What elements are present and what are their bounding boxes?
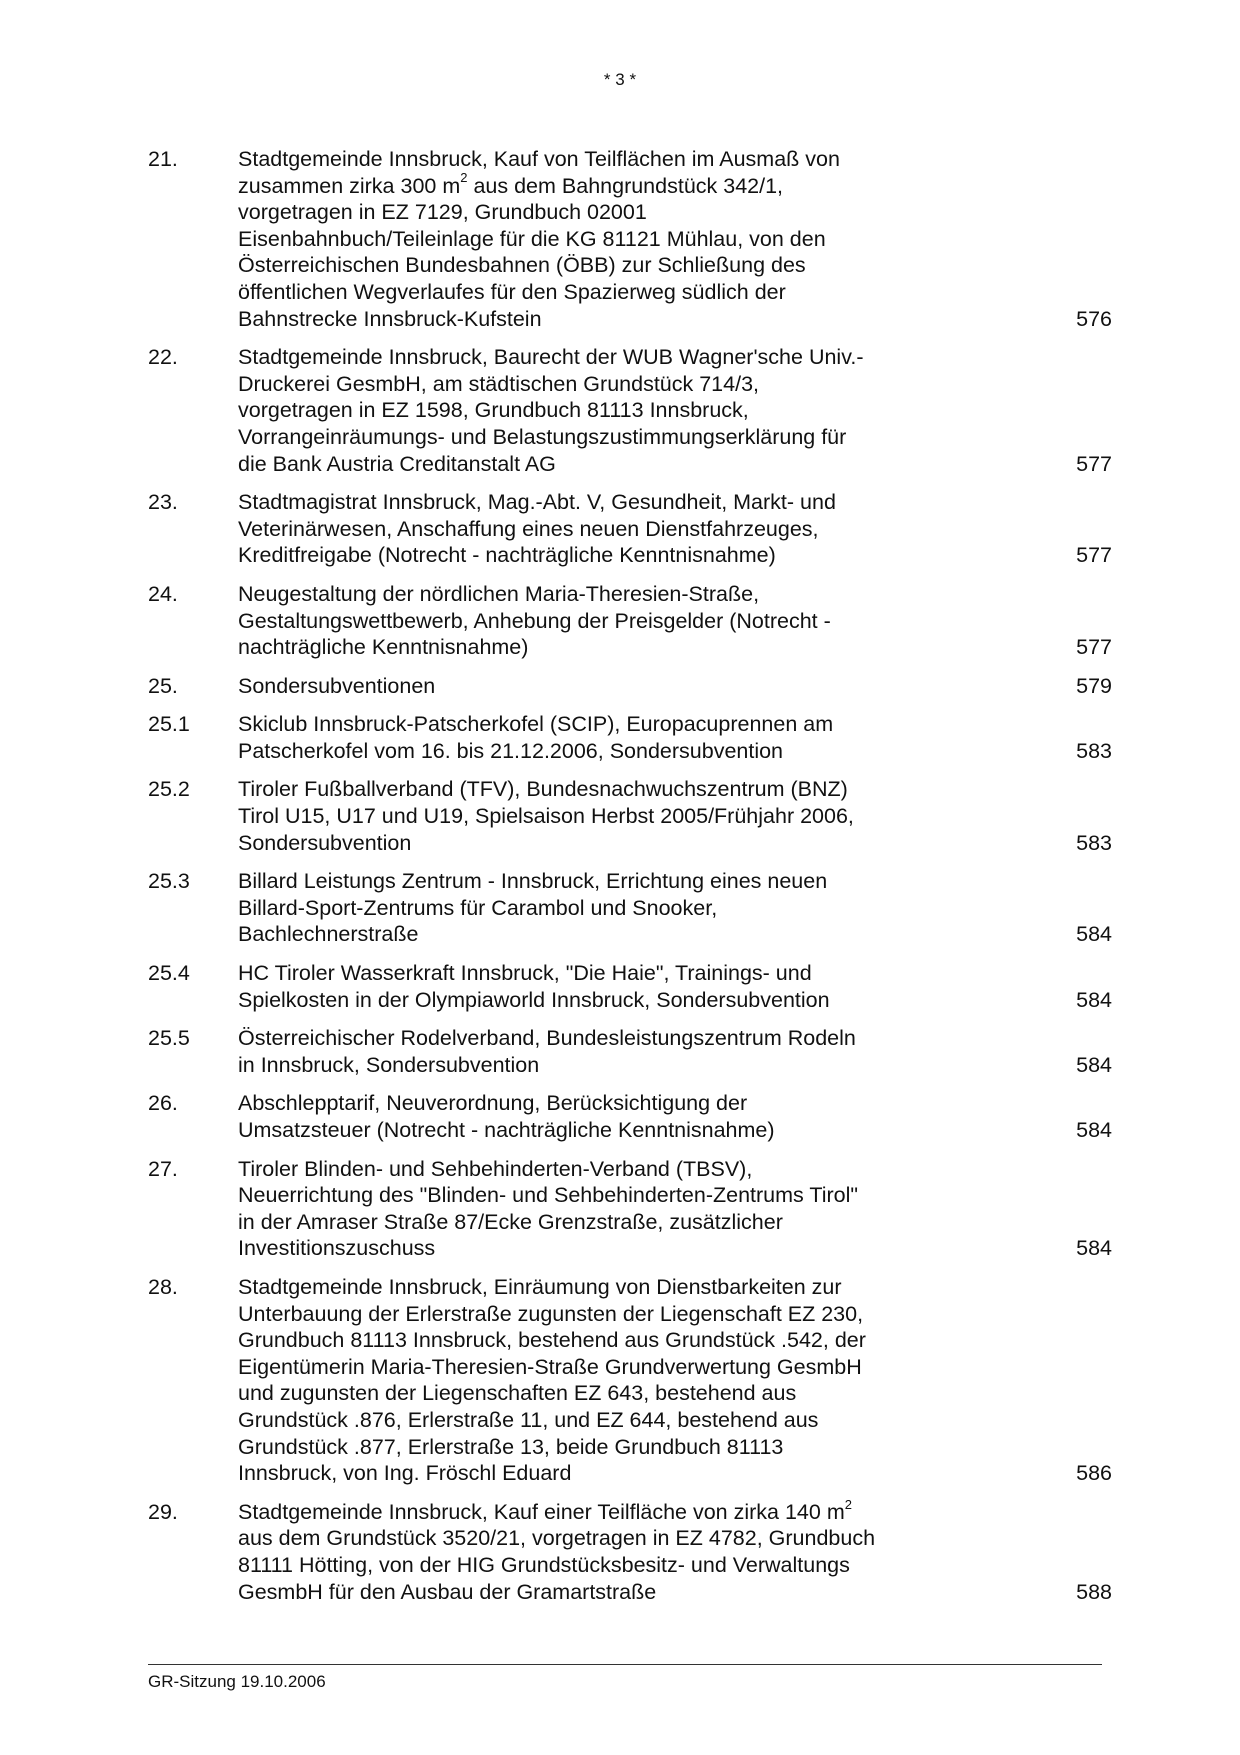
toc-entry-title [238, 868, 928, 948]
toc-entry-number: 28. [148, 1274, 178, 1299]
toc-entry-number: 22. [148, 345, 178, 370]
toc-entry-line: Stadtgemeinde Innsbruck, Einräumung von Dienstbarkeiten zur [238, 1274, 842, 1299]
toc-entry [148, 868, 1112, 948]
toc-entry [148, 1156, 1112, 1262]
toc-entry-number: 26. [148, 1091, 178, 1116]
toc-entry-line: Umsatzsteuer (Notrecht - nachträgliche Kenntnisnahme) [238, 1118, 775, 1142]
toc-entry-page: 584 [1076, 922, 1112, 947]
toc-entry-page: 577 [1076, 543, 1112, 568]
toc-entry-number: 25.3 [148, 869, 190, 894]
toc-entry-line: Stadtgemeinde Innsbruck, Baurecht der WUB Wagner'sche Univ.- [238, 345, 864, 370]
toc-entry-line: HC Tiroler Wasserkraft Innsbruck, "Die Haie", Trainings- und [238, 961, 812, 986]
toc-entry-number: 23. [148, 490, 178, 515]
toc-entry-title [238, 673, 928, 700]
toc-entry-line: Veterinärwesen, Anschaffung eines neuen Dienstfahrzeuges, [238, 516, 819, 541]
toc-entry-line: Neugestaltung der nördlichen Maria-Theresien-Straße, [238, 581, 760, 606]
toc-entry-number: 25. [148, 673, 178, 698]
toc-entry [148, 1025, 1112, 1078]
toc-entry [148, 673, 1112, 700]
toc-entry [148, 960, 1112, 1013]
toc-entry-line: Investitionszuschuss [238, 1236, 436, 1261]
toc-entry-page: 577 [1076, 635, 1112, 660]
toc-entry-page: 584 [1076, 1236, 1112, 1261]
table-of-contents [148, 146, 1112, 1617]
toc-entry-line: Stadtmagistrat Innsbruck, Mag.-Abt. V, Gesundheit, Markt- und [238, 490, 836, 515]
toc-entry-line: nachträgliche Kenntnisnahme) [238, 635, 529, 660]
toc-entry [148, 344, 1112, 477]
toc-entry-number: 25.2 [148, 777, 190, 802]
toc-entry-page: 579 [1076, 673, 1112, 698]
toc-entry-line: 81111 Hötting, von der HIG Grundstücksbesitz- und Verwaltungs [238, 1552, 850, 1577]
toc-entry-line: Grundstück .877, Erlerstraße 13, beide Grundbuch 81113 [238, 1434, 784, 1459]
toc-entry-line: Bahnstrecke Innsbruck-Kufstein [238, 306, 542, 331]
toc-entry-page: 576 [1076, 306, 1112, 331]
toc-entry-title [238, 344, 928, 477]
toc-entry-number: 25.4 [148, 961, 190, 986]
toc-entry-line: in Innsbruck, Sondersubvention [238, 1052, 540, 1077]
toc-entry-page: 584 [1076, 1052, 1112, 1077]
toc-entry-line: Grundbuch 81113 Innsbruck, bestehend aus Grundstück .542, der [238, 1328, 866, 1353]
toc-entry-page: 583 [1076, 830, 1112, 855]
toc-entry-line: Tirol U15, U17 und U19, Spielsaison Herbst 2005/Frühjahr 2006, [238, 804, 854, 829]
toc-entry-line: Vorrangeinräumungs- und Belastungszustimmungserklärung für [238, 424, 847, 449]
toc-entry-title [238, 1496, 928, 1605]
footer-divider [148, 1664, 1102, 1665]
toc-entry-line: GesmbH für den Ausbau der Gramartstraße [238, 1579, 657, 1604]
toc-entry-line: und zugunsten der Liegenschaften EZ 643, bestehend aus [238, 1381, 797, 1406]
toc-entry-line: in der Amraser Straße 87/Ecke Grenzstraße, zusätzlicher [238, 1209, 783, 1234]
toc-entry-page: 584 [1076, 1118, 1112, 1142]
toc-entry-line: Kreditfreigabe (Notrecht - nachträgliche Kenntnisnahme) [238, 543, 776, 568]
toc-entry-number: 25.5 [148, 1026, 190, 1051]
toc-entry-number: 25.1 [148, 712, 190, 737]
toc-entry-title [238, 489, 928, 569]
toc-entry-page: 577 [1076, 451, 1112, 476]
toc-entry-number: 27. [148, 1156, 178, 1181]
toc-entry-line: Billard-Sport-Zentrums für Carambol und Snooker, [238, 895, 718, 920]
toc-entry-line: Stadtgemeinde Innsbruck, Kauf von Teilflächen im Ausmaß von [238, 147, 840, 171]
toc-entry-page: 583 [1076, 738, 1112, 763]
superscript: 2 [460, 170, 468, 186]
toc-entry-title [238, 1156, 928, 1262]
toc-entry [148, 1274, 1112, 1487]
toc-entry-line: Österreichischer Rodelverband, Bundesleistungszentrum Rodeln [238, 1026, 856, 1051]
toc-entry-page: 586 [1076, 1461, 1112, 1486]
toc-entry-line: Österreichischen Bundesbahnen (ÖBB) zur Schließung des [238, 253, 806, 278]
toc-entry [148, 1090, 1112, 1143]
toc-entry [148, 1496, 1112, 1605]
toc-entry-line: Innsbruck, von Ing. Fröschl Eduard [238, 1461, 572, 1486]
toc-entry-line: Druckerei GesmbH, am städtischen Grundstück 714/3, [238, 371, 759, 396]
toc-entry-line: Sondersubvention [238, 830, 412, 855]
toc-entry-line: Neuerrichtung des "Blinden- und Sehbehinderten-Zentrums Tirol" [238, 1183, 858, 1208]
toc-entry-page: 584 [1076, 987, 1112, 1012]
toc-entry-line: Gestaltungswettbewerb, Anhebung der Preisgelder (Notrecht - [238, 608, 831, 633]
toc-entry [148, 711, 1112, 764]
toc-entry [148, 776, 1112, 856]
toc-entry-line: öffentlichen Wegverlaufes für den Spazierweg südlich der [238, 279, 786, 304]
toc-entry-line: Billard Leistungs Zentrum - Innsbruck, Errichtung eines neuen [238, 869, 828, 894]
toc-entry-line: Tiroler Fußballverband (TFV), Bundesnachwuchszentrum (BNZ) [238, 777, 848, 802]
toc-entry-number: 24. [148, 581, 178, 606]
toc-entry-number: 21. [148, 147, 178, 171]
toc-entry-line: Sondersubventionen [238, 673, 436, 698]
toc-entry-number: 29. [148, 1499, 178, 1524]
toc-entry-line: Tiroler Blinden- und Sehbehinderten-Verband (TBSV), [238, 1156, 753, 1181]
toc-entry-title [238, 1090, 928, 1143]
toc-entry-line: zusammen zirka 300 $m^2$ aus dem Bahngrundstück 342/1, [238, 170, 784, 198]
toc-entry-line: Grundstück .876, Erlerstraße 11, und EZ 644, bestehend aus [238, 1407, 819, 1432]
toc-entry [148, 146, 1112, 332]
toc-entry-line: vorgetragen in EZ 7129, Grundbuch 02001 [238, 200, 647, 225]
toc-entry-line: Stadtgemeinde Innsbruck, Kauf einer Teilfläche von zirka 140 $m^2$ [238, 1496, 852, 1524]
toc-entry-page: 588 [1076, 1579, 1112, 1604]
toc-entry-line: Unterbauung der Erlerstraße zugunsten der Liegenschaft EZ 230, [238, 1301, 864, 1326]
toc-entry-line: vorgetragen in EZ 1598, Grundbuch 81113 Innsbruck, [238, 398, 749, 423]
toc-entry-title [238, 960, 928, 1013]
toc-entry-title [238, 1025, 928, 1078]
toc-entry-title [238, 146, 928, 332]
superscript: 2 [844, 1496, 852, 1512]
toc-entry-line: Eisenbahnbuch/Teileinlage für die KG 81121 Mühlau, von den [238, 226, 826, 251]
toc-entry-title [238, 581, 928, 661]
toc-entry-line: Patscherkofel vom 16. bis 21.12.2006, Sondersubvention [238, 738, 784, 763]
toc-entry-title [238, 711, 928, 764]
toc-entry-line: Skiclub Innsbruck-Patscherkofel (SCIP), Europacuprennen am [238, 712, 834, 737]
toc-entry [148, 581, 1112, 661]
toc-entry-title [238, 1274, 928, 1487]
toc-entry-line: die Bank Austria Creditanstalt AG [238, 451, 556, 476]
page-number-header: * 3 * [603, 70, 637, 89]
footer-session-date: GR-Sitzung 19.10.2006 [148, 1672, 326, 1691]
toc-entry-line: aus dem Grundstück 3520/21, vorgetragen in EZ 4782, Grundbuch [238, 1526, 876, 1551]
toc-entry-line: Bachlechnerstraße [238, 922, 419, 947]
toc-entry-line: Abschlepptarif, Neuverordnung, Berücksichtigung der [238, 1091, 748, 1116]
toc-entry-title [238, 776, 928, 856]
toc-entry-line: Spielkosten in der Olympiaworld Innsbruck, Sondersubvention [238, 987, 830, 1012]
toc-entry [148, 489, 1112, 569]
toc-entry-line: Eigentümerin Maria-Theresien-Straße Grundverwertung GesmbH [238, 1354, 862, 1379]
